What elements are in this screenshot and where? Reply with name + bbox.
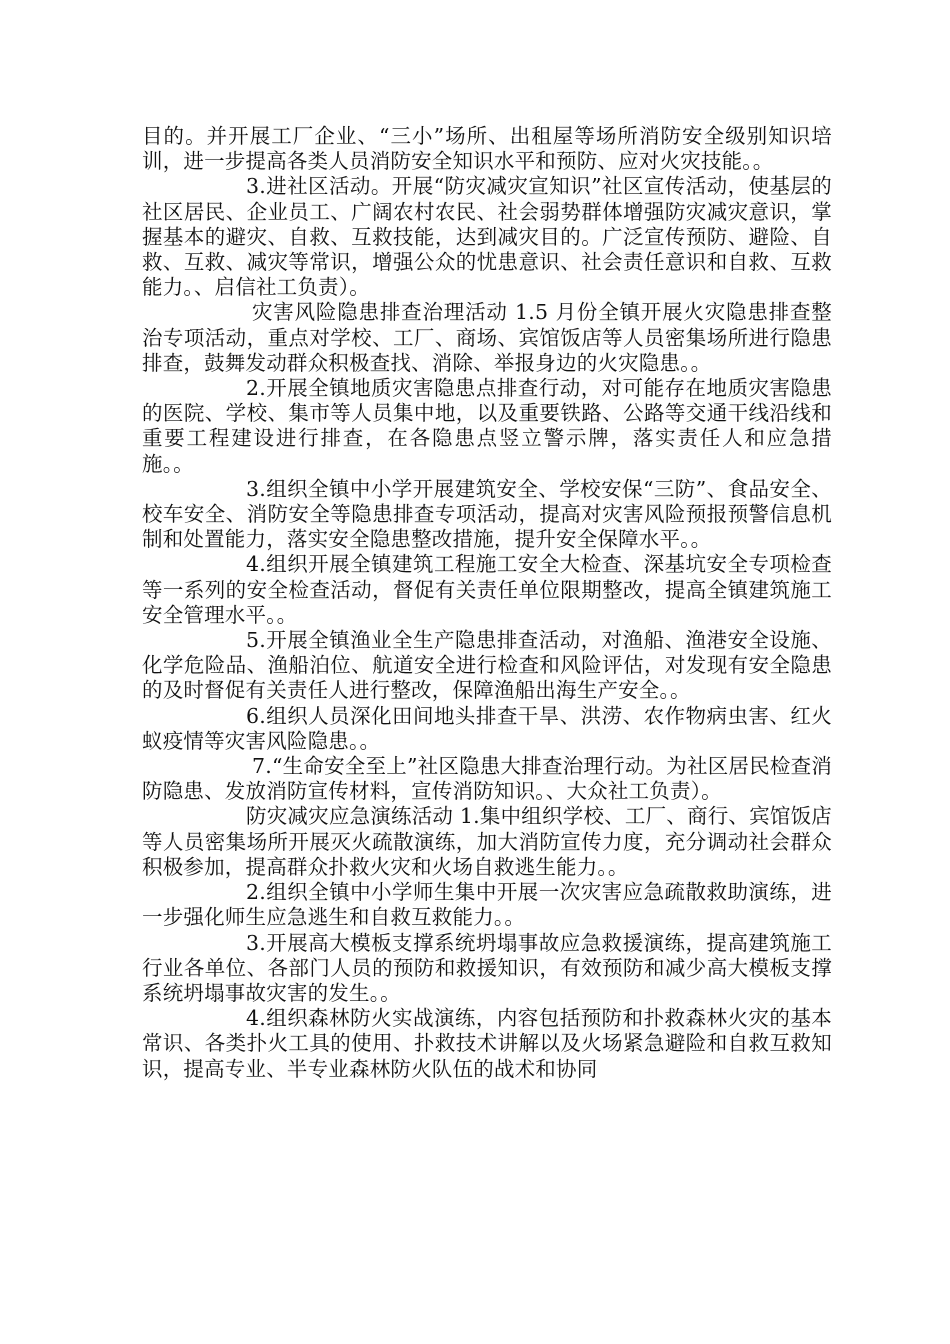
paragraph-emergency-drill: 防灾减灾应急演练活动 1.集中组织学校、工厂、商行、宾馆饭店等人员密集场所开展灭火疏散演练，加大消防宣传力度，充分调动社会群众积极参加，提高群众扑救火灾和火场自救逃生能力。。 [142, 804, 832, 879]
paragraph-1: 目的。并开展工厂企业、“三小”场所、出租屋等场所消防安全级别知识培训，进一步提高各类人员消防安全知识水平和预防、应对火灾技能。。 [142, 124, 832, 174]
paragraph-hazard-inspection: 灾害风险隐患排查治理活动 1.5 月份全镇开展火灾隐患排查整治专项活动，重点对学校、工厂、商场、宾馆饭店等人员密集场所进行隐患排查，鼓舞发动群众积极查找、消除、举报身边的火灾隐患。。 [142, 300, 832, 375]
paragraph-forest-fire-drill: 4.组织森林防火实战演练，内容包括预防和扑救森林火灾的基本常识、各类扑火工具的使用、扑救技术讲解以及火场紧急避险和自救互救知识，提高专业、半专业森林防火队伍的战术和协同 [142, 1006, 832, 1081]
paragraph-geological-hazard: 2.开展全镇地质灾害隐患点排查行动，对可能存在地质灾害隐患的医院、学校、集市等人员集中地，以及重要铁路、公路等交通干线沿线和重要工程建设进行排查，在各隐患点竖立警示牌，落实责任人和应急措施。。 [142, 376, 832, 476]
paragraph-school-evacuation: 2.组织全镇中小学师生集中开展一次灾害应急疏散救助演练，进一步强化师生应急逃生和自救互救能力。。 [142, 880, 832, 930]
paragraph-community-inspection: 7.“生命安全至上”社区隐患大排查治理行动。为社区居民检查消防隐患、发放消防宣传材料，宣传消防知识。、大众社工负责）。 [142, 754, 832, 804]
paragraph-field-inspection: 6.组织人员深化田间地头排查干旱、洪涝、农作物病虫害、红火蚁疫情等灾害风险隐患。。 [142, 703, 832, 753]
document-body [142, 124, 832, 1082]
paragraph-school-safety: 3.组织全镇中小学开展建筑安全、学校安保“三防”、食品安全、校车安全、消防安全等隐患排查专项活动，提高对灾害风险预报预警信息机制和处置能力，落实安全隐患整改措施，提升安全保障水平。。 [142, 476, 832, 552]
paragraph-community-activity: 3.进社区活动。开展“防灾减灾宣知识”社区宣传活动，使基层的社区居民、企业员工、广阔农村农民、社会弱势群体增强防灾减灾意识，掌握基本的避灾、自救、互救技能，达到减灾目的。广泛宣传预防、避险、自救、互救、减灾等常识，增强公众的忧患意识、社会责任意识和自救、互救能力。、启信社工负责）。 [142, 174, 832, 300]
paragraph-construction-safety: 4.组织开展全镇建筑工程施工安全大检查、深基坑安全专项检查等一系列的安全检查活动，督促有关责任单位限期整改，提高全镇建筑施工安全管理水平。。 [142, 552, 832, 627]
paragraph-fishery-safety: 5.开展全镇渔业全生产隐患排查活动，对渔船、渔港安全设施、化学危险品、渔船泊位、航道安全进行检查和风险评估，对发现有安全隐患的及时督促有关责任人进行整改，保障渔船出海生产安全。。 [142, 628, 832, 703]
paragraph-collapse-drill: 3.开展高大模板支撑系统坍塌事故应急救援演练，提高建筑施工行业各单位、各部门人员的预防和救援知识，有效预防和减少高大模板支撑系统坍塌事故灾害的发生。。 [142, 930, 832, 1005]
